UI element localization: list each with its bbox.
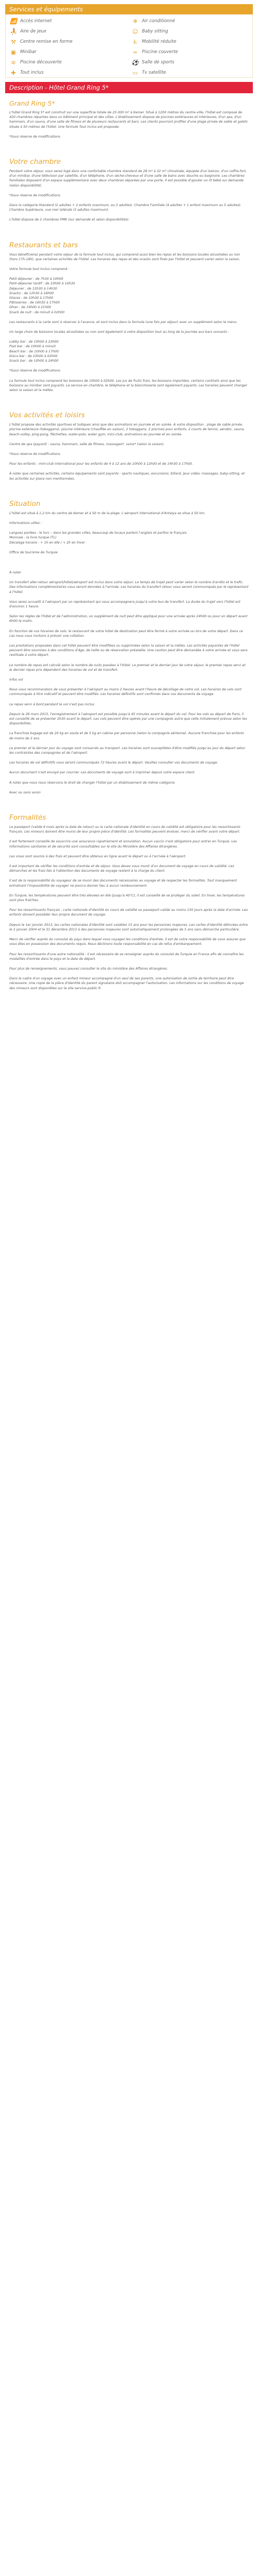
playground-icon: ⛹ [10, 28, 17, 35]
chambre-p4: L'hôtel dispose de 2 chambres PMR (sur demande et selon disponibilités). [9, 218, 130, 222]
formalites-p2: Il est fortement conseillé de souscrire une assurance rapatriement et annulation. Aucun vaccin n'est obligatoire pour entrer en Turquie. Les informations sanitaires et de sécurité sont consultables sur le site du Ministère des Affaires étrangères. [9, 840, 237, 849]
transfert-p11: La franchise bagage est de 20 kg en soute et de 5 kg en cabine par personne (selon la compagnie aérienne). Aucune franchise pour les enfants de moins de 2 ans. [9, 732, 244, 740]
tv-icon: ▭ [132, 69, 138, 76]
situation-p1: L'hôtel est situé à 1,2 km du centre de Kemer et à 50 m de la plage. L'aéroport international d'Antalya se situe à 50 km. [9, 511, 206, 515]
transfert-p10: Depuis le 28 mars 2015, l'enregistrement à l'aéroport est possible jusqu'à 45 minutes avant le départ du vol. Pour les vols au départ de Paris, il est conseillé de se présenter 2h30 avant le départ. Les vols peuvent être opérés par une compagnie autre que celle initialement prévue selon les disponibilités. [9, 712, 247, 726]
restaurants-p8: La formule tout inclus comprend les boissons de 10h00 à 02h00. Les jus de fruits frais, les boissons importées, certains cocktails ainsi que les boissons au minibar sont payants. Le service en chambre, le téléphone et la blanchisserie sont également payants. Les horaires peuvent changer selon la saison et la météo. [9, 379, 248, 392]
transfert-p3: Selon les règles de l'hôtel et de l'administration, un supplément de nuit peut être appliqué pour une arrivée après 24h00 ou pour un départ avant 6h00 le matin. [9, 615, 248, 623]
pool-outdoor-icon: ≋ [11, 59, 16, 66]
snowflake-icon: ❄ [133, 18, 138, 25]
activites-p1: L'hôtel propose des activités sportives et ludiques ainsi que des animations en journée et en soirée. À votre disposition : plage de sable privée, piscine extérieure (toboggans), piscine intérieure (chauffée en saison), 2 toboggans, 2 piscines pour enfants, 2 courts de tennis, aérobic, sauna, beach-volley, ping-pong, fléchettes, water-polo, water gym, mini-club, animations en journée et en soirée. [9, 423, 245, 436]
chambre-p3: Dans la catégorie Standard (2 adultes + 2 enfants maximum, ou 3 adultes). Chambre Familiale (4 adultes + 1 enfant maximum ou 5 adultes). Chambre Supérieure, vue mer latérale (3 adultes maximum). [9, 204, 241, 212]
service-item [132, 18, 248, 25]
wheelchair-icon: ♿ [133, 38, 138, 45]
transfert-p2: Vous serez accueilli à l'aéroport par un représentant qui vous accompagnera jusqu'à votre bus de transfert. La durée du trajet vers l'hôtel est d'environ 1 heure. [9, 600, 240, 608]
all-inclusive-icon: ✚ [11, 69, 16, 76]
transfert-heading: À noter [9, 570, 22, 574]
transfert-p6: Le nombre de repas est calculé selon le nombre de nuits passées à l'hôtel. Le premier et le dernier jour de votre séjour, le premier repas servi et le dernier repas pris dépendent des horaires de vol et de transfert. [9, 663, 246, 672]
formalites-p10: Pour les ressortissants d'une autre nationalité : il est nécessaire de se renseigner auprès du consulat de Turquie en France afin de connaître les modalités d'entrée dans le pays et la date de départ. [9, 952, 244, 961]
pool-icon: ≈ [133, 48, 138, 56]
situation-heading: Situation [9, 499, 41, 508]
service-label: Baby sitting [142, 29, 168, 34]
restaurants-p5: Un large choix de boissons locales alcoolisées ou non sont également à votre disposition tout au long de la journée aux bars suivants : [9, 330, 229, 334]
service-item [132, 38, 248, 45]
situation-p4: Office de tourisme de Turquie [9, 550, 58, 554]
transfert-p13: Les horaires de vol définitifs vous seront communiqués 72 heures avant le départ. Veuillez consulter vos documents de voyage. [9, 761, 218, 765]
restaurants-p6: Lobby bar : de 10h00 à 23h00 Pool bar : de 10h00 à minuit Beach bar : de 10h00 à 17h00 Disco bar : de 23h00 à 02h00 Snack bar : de 10h00 à 24h00 [9, 340, 59, 363]
service-label: Salle de sports [142, 60, 174, 65]
service-label: Aire de jeux [20, 29, 46, 34]
transfert-p16: Avec ou sans avion [9, 790, 41, 794]
activites-p5: À noter que certaines activités, certains équipements sont payants : sports nautiques, excursions, billard, jeux vidéo, massages, baby-sitting, et les activités sur place non mentionnées. [9, 472, 245, 481]
formalites-p11: Pour plus de renseignements, vous pouvez consulter le site du ministère des Affaires étrangères. [9, 967, 168, 971]
restaurants-p1: Vous bénéficierez pendant votre séjour de la formule tout inclus, qui comprend aussi bien les repas et les boissons locales alcoolisées ou non (hors 17h-18h), que certaines activités de l'hôtel. Les horaires des repas et des snacks sont fixés par l'hôtel et peuvent varier selon la saison. [9, 252, 240, 261]
service-item [10, 69, 126, 76]
formalites-p9: Merci de vérifier auprès du consulat du pays dans lequel vous voyagez les conditions d'entrée. Il est de votre responsabilité de vous assurer que vous êtes en possession des documents requis. Nous déclinons toute responsabilité en cas de refus d'embarquement. [9, 938, 246, 946]
transfert-p5: Les prestations proposées dans cet hôtel peuvent être modifiées ou supprimées selon la saison et la météo. Les activités payantes de l'hôtel peuvent être soumises à des conditions d'âge, de taille ou de réservation préalable. Une caution peut être demandée à votre arrivée et vous sera restituée à votre départ. [9, 643, 248, 657]
service-label: Minibar [20, 49, 37, 55]
situation-p2: Informations utiles : [9, 521, 42, 525]
formalites-p1: Le passeport (valide 6 mois après la date de retour) ou la carte nationale d'identité en cours de validité est obligatoire pour les ressortissants français. Les mineurs doivent être munis de leur propre pièce d'identité. Les formalités peuvent évoluer, merci de vérifier avant votre départ. [9, 825, 240, 834]
restaurants-p3: Petit-déjeuner : de 7h30 à 10h00 Petit-déjeuner tardif : de 10h00 à 10h30 Déjeuner : de 12h30 à 14h30 Snacks : de 12h30 à 16h00 Glaces : de 10h30 à 17h00 Pâtisseries : de 16h30 à 17h00 Dîner : de 19h00 à 21h00 Snack de nuit : de minuit à 02h00 [9, 277, 75, 314]
transfert-p12: Le premier et le dernier jour du voyage sont consacrés au transport. Les horaires sont susceptibles d'être modifiés jusqu'au jour du départ selon les contraintes des compagnies et de l'aéroport. [9, 746, 246, 755]
services-title: Services et équipements [5, 4, 253, 14]
restaurants-heading: Restaurants et bars [9, 241, 78, 249]
services-panel [5, 14, 253, 78]
service-label: Tout inclus [20, 70, 44, 75]
service-label: Mobilité réduite [142, 39, 176, 44]
service-item [10, 28, 126, 35]
service-item [132, 59, 248, 66]
hotel-note: *Sous réserve de modifications. [9, 134, 61, 139]
formalites-p4: Il est important de vérifier les conditions d'entrée et de séjour. Vous devez vous munir d'un document de voyage en cours de validité. Les démarches et les frais liés à l'obtention des documents de voyage restent à la charge du client. [9, 865, 234, 873]
service-item [132, 69, 248, 76]
activites-p3: *Sous réserve de modifications. [9, 452, 61, 456]
description-title: Description - Hôtel Grand Ring 5* [5, 82, 253, 93]
hotel-heading: Grand Ring 5* [9, 99, 55, 107]
formalites-p8: Depuis le 1er janvier 2013, les cartes nationales d'identité sont valables 15 ans pour les personnes majeures. Les cartes d'identité délivrées entre le 2 janvier 2004 et le 31 décembre 2013 à des personnes majeures sont automatiquement prolongées de 5 ans sans démarche particulière. [9, 923, 248, 931]
situation-p3: Langues parlées : le turc – dans les grandes villes, beaucoup de locaux parlent l'anglais et parfois le français. Monnaie : la livre turque (TL) Décalage horaire : + 1h en été / + 2h en hiver [9, 531, 188, 545]
transfert-p15: À noter que nous nous réservons le droit de changer l'hôtel par un établissement de même catégorie. [9, 781, 176, 785]
service-item [132, 48, 248, 56]
restaurants-p7: *Sous réserve de modifications. [9, 369, 61, 373]
transfert-p14: Aucun document n'est envoyé par courrier. Les documents de voyage sont à imprimer depuis votre espace client. [9, 771, 196, 775]
chambre-heading: Votre chambre [9, 158, 61, 166]
formalites-p5: Il est de la responsabilité du voyageur de se munir des documents nécessaires au voyage et de respecter les formalités. Tout manquement entraînant l'impossibilité de voyager ne pourra donner lieu à aucun remboursement. [9, 879, 237, 888]
chambre-p2: *Sous réserve de modifications. [9, 193, 61, 197]
transfert-p7: Infos vol [9, 678, 23, 682]
service-label: Piscine découverte [20, 60, 62, 65]
transfert-p4: En fonction de vos horaires de vols, le restaurant de votre hôtel de destination peut être fermé à votre arrivée ou lors de votre départ. Dans ce cas nous vous invitons à prévoir une collation. [9, 629, 243, 638]
hotel-intro: L'hôtel Grand Ring 5* est construit sur une superficie totale de 25 000 m² à Kemer. Situé à 1200 mètres du centre-ville, l'hôtel est composé de 420 chambres réparties dans un bâtiment principal et des villas. L'établissement dispose de piscines extérieures et intérieures, d'un spa, d'un hammam, d'un sauna, d'une salle de fitness et de plusieurs restaurants et bars. Les clients pourront profiter d'une plage privée de sable et galets située à 50 mètres de l'hôtel. Une formule Tout inclus est proposée. [9, 111, 248, 129]
service-item [10, 38, 126, 45]
formalites-p3: Les visas sont soumis à des frais et peuvent être obtenus en ligne avant le départ ou à l'arrivée à l'aéroport. [9, 854, 187, 858]
service-item [10, 18, 126, 25]
formalites-p6: En Turquie, les températures peuvent être très élevées en été (jusqu'à 40°C), il est conseillé de se protéger du soleil. En hiver, les températures sont plus fraîches. [9, 893, 245, 903]
service-label: Centre remise en forme [20, 39, 73, 44]
activites-p4: Pour les enfants : mini-club international pour les enfants de 4 à 12 ans de 10h00 à 12h00 et de 14h30 à 17h00. [9, 462, 194, 466]
transfert-p1: Un transfert aller-retour aéroport/hôtel/aéroport est inclus dans votre séjour. Le temps de trajet peut varier selon le nombre d'arrêts et le trafic. Des informations complémentaires vous seront données à l'arrivée. Les horaires du transfert retour vous seront communiqués par le représentant à l'hôtel. [9, 581, 249, 594]
description-content [5, 99, 253, 991]
activites-heading: Vos activités et loisirs [9, 411, 85, 420]
baby-icon: ☺ [132, 28, 138, 35]
transfert-p9: Le repas servi à bord pendant le vol n'est pas inclus. [9, 702, 95, 706]
service-item [132, 28, 248, 35]
formalites-p12: Dans le cadre d'un voyage avec un enfant mineur accompagné d'un seul de ses parents, une autorisation de sortie de territoire peut être nécessaire. Une copie de la pièce d'identité du parent signataire doit accompagner l'autorisation. Les informations sur les conditions de voyage des mineurs sont disponibles sur le site service-public.fr. [9, 977, 244, 990]
service-item [10, 59, 126, 66]
service-item [10, 48, 126, 56]
services-grid [10, 18, 248, 76]
restaurants-p2: Votre formule tout inclus comprend : [9, 267, 70, 272]
service-label: Tv satellite [142, 70, 166, 75]
minibar-icon: ▣ [10, 48, 17, 56]
page [5, 4, 253, 991]
service-label: Air conditionné [142, 19, 175, 24]
transfert-p8: Nous vous recommandons de vous présenter à l'aéroport au moins 2 heures avant l'heure de décollage de votre vol. Les horaires de vols sont communiqués à titre indicatif et peuvent être modifiés. Les horaires définitifs sont confirmés dans vos documents de voyage. [9, 688, 242, 697]
sports-icon: ⚽ [132, 59, 139, 66]
dumbbell-icon: ⚒ [11, 38, 16, 45]
service-label: Piscine couverte [142, 49, 178, 55]
chambre-p1: Pendant votre séjour, vous serez logé dans une confortable chambre standard de 28 m² à 32 m² climatisée, équipée d'un balcon, d'un coffre-fort, d'un minibar, d'une télévision par satellite, d'un téléphone, d'un sèche-cheveux et d'une salle de bains avec douche ou baignoire. Les chambres familiales disposent d'un espace supplémentaire avec deux chambres séparées par une porte. Il est possible d'ajouter un lit bébé sur demande (selon disponibilité). [9, 170, 247, 188]
formalites-p7: Pour les ressortissants français : carte nationale d'identité en cours de validité ou passeport valide au moins 150 jours après la date d'arrivée. Les enfants doivent posséder leur propre document de voyage. [9, 908, 248, 917]
formalites-heading: Formalités [9, 814, 46, 822]
service-label: Accès internet [20, 19, 52, 24]
wifi-icon: 📶 [10, 18, 17, 25]
activites-p2: Centre de spa (payant) : sauna, hammam, salle de fitness, massages*, soins* (selon la saison). [9, 442, 165, 446]
restaurants-p4: Les restaurants à la carte sont à réserver à l'avance, et sont inclus dans la formule (une fois par séjour) avec un supplément selon le menu. [9, 320, 238, 324]
